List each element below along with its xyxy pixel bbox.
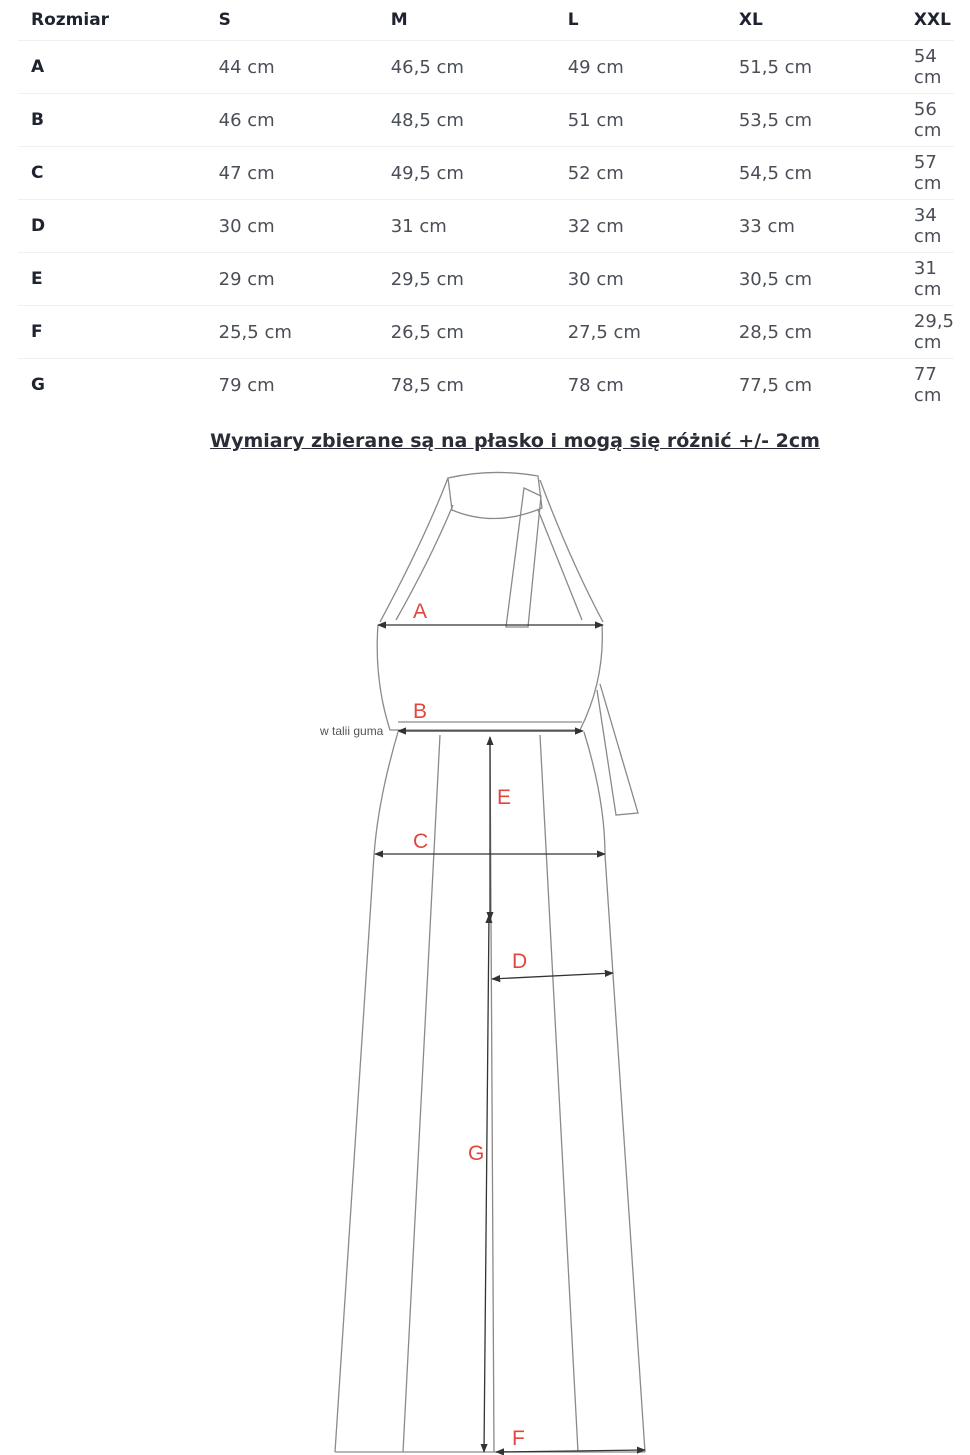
bodice (377, 625, 602, 730)
table-cell: 34 cm (901, 200, 954, 253)
table-header-row (18, 0, 954, 41)
table-cell: 31 cm (901, 253, 954, 306)
measure-g (484, 915, 489, 1452)
label-g: G (468, 1142, 485, 1165)
label-f: F (512, 1427, 525, 1450)
table-row (18, 147, 954, 200)
table-cell: 54,5 cm (726, 147, 901, 200)
header-size: Rozmiar (18, 0, 206, 41)
header-l: L (555, 0, 726, 41)
table-cell: 49 cm (555, 41, 726, 94)
table-cell: 29 cm (206, 253, 378, 306)
table-row (18, 359, 954, 412)
table-row (18, 41, 954, 94)
left-leg-outer (335, 732, 398, 1452)
table-cell: 57 cm (901, 147, 954, 200)
row-label: E (18, 253, 206, 306)
table-cell: 32 cm (555, 200, 726, 253)
table-cell: 78,5 cm (390, 374, 464, 396)
size-table (18, 0, 954, 411)
label-e: E (497, 786, 512, 809)
table-cell: 77 cm (913, 364, 942, 406)
table-cell: 28,5 cm (726, 306, 901, 359)
hanging-strap (597, 684, 638, 815)
row-label: D (18, 200, 206, 253)
table-cell: 26,5 cm (378, 306, 555, 359)
measurement-lines (375, 625, 645, 1452)
header-xxl: XXL (901, 0, 954, 41)
table-cell: 27,5 cm (555, 306, 726, 359)
label-d: D (512, 950, 528, 973)
table-cell: 30 cm (206, 200, 378, 253)
garment-outline (335, 472, 645, 1452)
table-cell: 51,5 cm (726, 41, 901, 94)
label-a: A (413, 600, 428, 623)
header-m: M (378, 0, 555, 41)
table-cell: 54 cm (901, 41, 954, 94)
table-cell: 56 cm (901, 94, 954, 147)
table-row (18, 306, 954, 359)
table-cell: 30,5 cm (726, 253, 901, 306)
label-c: C (413, 830, 429, 853)
table-cell: 51 cm (555, 94, 726, 147)
table-cell: 44 cm (206, 41, 378, 94)
header-xl: XL (726, 0, 901, 41)
table-cell: 31 cm (378, 200, 555, 253)
row-label: A (18, 41, 206, 94)
table-row (18, 253, 954, 306)
jumpsuit-diagram (0, 460, 970, 1455)
table-cell: 77,5 cm (738, 374, 813, 396)
table-cell: 46,5 cm (378, 41, 555, 94)
row-label: F (18, 306, 206, 359)
label-b: B (413, 700, 428, 723)
table-cell: 29,5 cm (901, 306, 954, 359)
table-cell: 30 cm (555, 253, 726, 306)
header-s: S (206, 0, 378, 41)
table-cell: 52 cm (555, 147, 726, 200)
row-label: C (18, 147, 206, 200)
right-leg-outer (584, 732, 645, 1452)
right-armhole (540, 480, 603, 622)
right-leg-inner (540, 735, 578, 1452)
row-label: B (18, 94, 206, 147)
table-row (18, 94, 954, 147)
table-row (18, 200, 954, 253)
table-cell: 25,5 cm (206, 306, 378, 359)
table-cell: 49,5 cm (378, 147, 555, 200)
table-cell: 78 cm (567, 374, 624, 396)
table-cell: 47 cm (206, 147, 378, 200)
table-cell: 29,5 cm (378, 253, 555, 306)
row-label: G (31, 375, 45, 395)
table-cell: 79 cm (218, 374, 275, 396)
collar-outline (448, 472, 542, 518)
table-cell: 48,5 cm (378, 94, 555, 147)
table-cell: 46 cm (206, 94, 378, 147)
tie-strap (506, 488, 541, 627)
waist-elastic-note: w talii guma (320, 724, 384, 738)
table-cell: 53,5 cm (726, 94, 901, 147)
measurement-note: Wymiary zbierane są na płasko i mogą się różnić +/- 2cm (210, 430, 820, 452)
table-cell: 33 cm (726, 200, 901, 253)
